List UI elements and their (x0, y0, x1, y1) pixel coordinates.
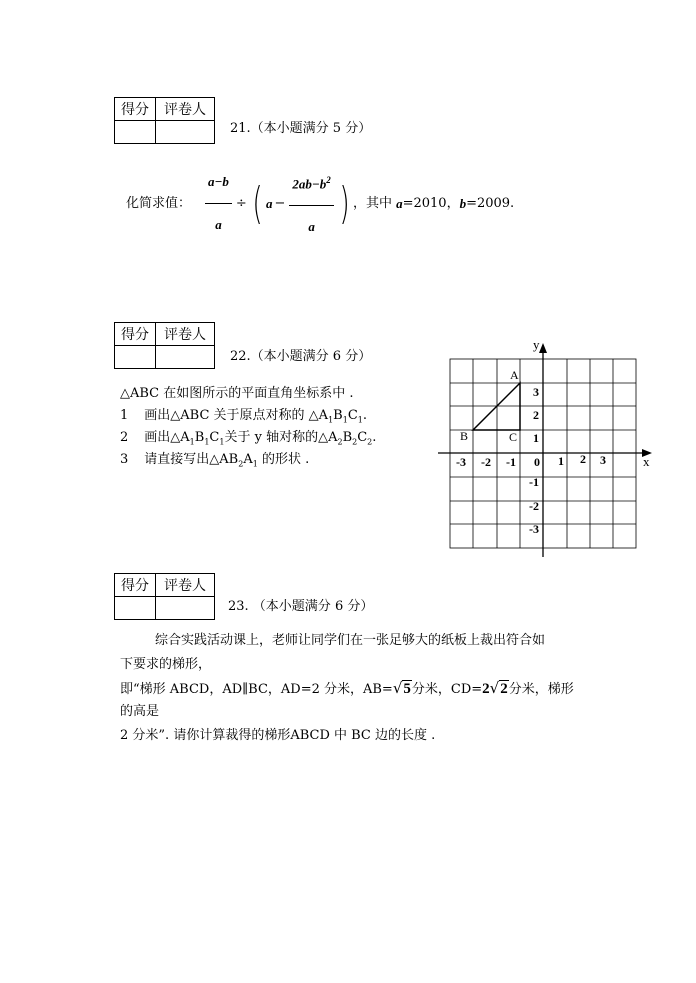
x-tick: 0 (534, 455, 540, 469)
q22-item-3 (120, 450, 309, 475)
q22-item-2-t3: B (342, 430, 353, 445)
score-box-21 (114, 97, 215, 144)
q22-item-1-end: . (362, 408, 367, 423)
q22-item-2-end: . (372, 430, 377, 445)
x-tick: -3 (456, 455, 466, 469)
q23-line-1: 综合实践活动课上，老师让同学们在一张足够大的纸板上裁出符合如 (155, 633, 546, 648)
score-cell[interactable] (115, 346, 156, 369)
q21-div-sign: ÷ (235, 195, 247, 211)
grader-label: 评卷人 (156, 574, 215, 597)
subscript: 2 (337, 437, 343, 447)
subscript: 2 (367, 437, 373, 447)
q21-minus: − (274, 195, 286, 211)
grader-cell[interactable] (156, 121, 215, 144)
x-tick: -2 (481, 455, 491, 469)
grader-cell[interactable] (156, 346, 215, 369)
point-b-label: B (460, 429, 469, 443)
q23-line-3-a: 即“梯形 ABCD，AD∥BC，AD=2 分米，AB= (120, 682, 393, 697)
q21-var-a: a (396, 195, 403, 211)
q22-header: 22.（本小题满分 6 分） (230, 349, 372, 364)
triangle-abc (473, 383, 520, 430)
point-a-label: A (510, 368, 519, 382)
q21-eq-a: =2010， (402, 195, 460, 211)
grader-cell[interactable] (156, 597, 215, 620)
q21-var-b: b (459, 195, 467, 211)
score-label: 得分 (115, 323, 156, 346)
x-tick: 2 (580, 452, 586, 466)
q22-item-1 (120, 406, 367, 431)
subscript: 1 (357, 415, 363, 425)
q21-suffix: ，其中 (352, 195, 397, 211)
q23-line-2: 下要求的梯形， (120, 657, 212, 672)
y-tick: 1 (533, 431, 539, 445)
q22-item-3-end: 的形状 . (257, 452, 310, 467)
q21-expression (126, 160, 514, 247)
q23-header: 23. （本小题满分 6 分） (228, 599, 374, 614)
q22-item-2-t2: C (209, 430, 220, 445)
q22-item-2-t4: C (357, 430, 368, 445)
q22-item-1-t2: C (347, 408, 358, 423)
q22-item-1-t1: B (333, 408, 343, 423)
x-tick: 1 (558, 454, 564, 468)
q21-frac1-den: a (215, 217, 222, 233)
q21-paren-open: ( (252, 177, 263, 229)
q21-header: 21.（本小题满分 5 分） (230, 121, 372, 136)
q22-item-3-num: 3 (120, 452, 129, 467)
q22-item-2-t1: B (194, 430, 205, 445)
q21-inner-a: a (265, 195, 273, 211)
q23-line-3-b: 分米，CD= (411, 682, 483, 697)
subscript: 1 (328, 415, 334, 425)
q21-frac2-num (289, 160, 333, 206)
score-label: 得分 (115, 98, 156, 121)
y-tick: -2 (529, 499, 539, 513)
q22-item-3-text: 请直接写出△AB (144, 452, 239, 467)
q23-line-3 (120, 678, 574, 700)
subscript: 2 (238, 459, 244, 469)
x-axis-label: x (643, 454, 650, 469)
q21-paren-close: ) (339, 177, 350, 229)
q21-frac1-num: a−b (205, 162, 232, 204)
sqrt-two-radicand: 2 (500, 681, 508, 697)
sqrt-two-coef: 2 (482, 681, 490, 697)
score-cell[interactable] (115, 121, 156, 144)
y-tick: 2 (533, 408, 539, 422)
q21-fraction-2 (289, 160, 333, 247)
q22-item-3-t1: A (243, 452, 253, 467)
q22-item-2-text: 画出△A (144, 430, 190, 445)
coordinate-grid (430, 335, 660, 560)
sqrt-two: 2√2 (482, 679, 508, 697)
grader-label: 评卷人 (156, 323, 215, 346)
q22-item-2 (120, 428, 376, 453)
sqrt-five-radicand: 5 (403, 681, 411, 697)
q23-line-5: 2 分米”. 请你计算裁得的梯形ABCD 中 BC 边的长度 . (120, 728, 436, 743)
q21-frac2-sup: 2 (326, 175, 331, 185)
q23-line-3-c: 分米，梯形 (508, 682, 574, 697)
q21-frac2-den: a (308, 219, 315, 235)
grader-label: 评卷人 (156, 98, 215, 121)
y-tick: -1 (529, 475, 539, 489)
score-label: 得分 (115, 574, 156, 597)
x-tick: 3 (600, 453, 606, 467)
q21-fraction-1 (205, 162, 232, 245)
q22-item-2-mid: 关于 y 轴对称的△A (224, 430, 338, 445)
q23-line-4: 的高是 (120, 704, 160, 719)
y-axis-arrow (539, 343, 547, 353)
subscript: 1 (219, 437, 225, 447)
subscript: 1 (204, 437, 210, 447)
score-box-22 (114, 322, 215, 369)
q22-item-2-num: 2 (120, 430, 129, 445)
y-axis-label: y (533, 337, 540, 352)
subscript: 1 (252, 459, 258, 469)
score-cell[interactable] (115, 597, 156, 620)
q22-item-1-text: 画出△ABC 关于原点对称的 △A (144, 408, 329, 423)
q22-item-1-num: 1 (120, 408, 129, 423)
subscript: 2 (352, 437, 358, 447)
subscript: 1 (342, 415, 348, 425)
y-tick: 3 (533, 385, 539, 399)
x-tick: -1 (506, 455, 516, 469)
q21-frac2-num-text: 2ab−b (292, 176, 327, 192)
point-c-label: C (509, 430, 518, 444)
score-box-23 (114, 573, 215, 620)
x-tick-labels (456, 452, 606, 469)
q22-intro: △ABC 在如图所示的平面直角坐标系中 . (120, 386, 354, 401)
q21-prefix: 化简求值： (126, 195, 192, 211)
q21-eq-b: =2009. (466, 195, 515, 211)
subscript: 1 (189, 437, 195, 447)
sqrt-five: √5 (392, 679, 411, 697)
y-tick: -3 (529, 522, 539, 536)
